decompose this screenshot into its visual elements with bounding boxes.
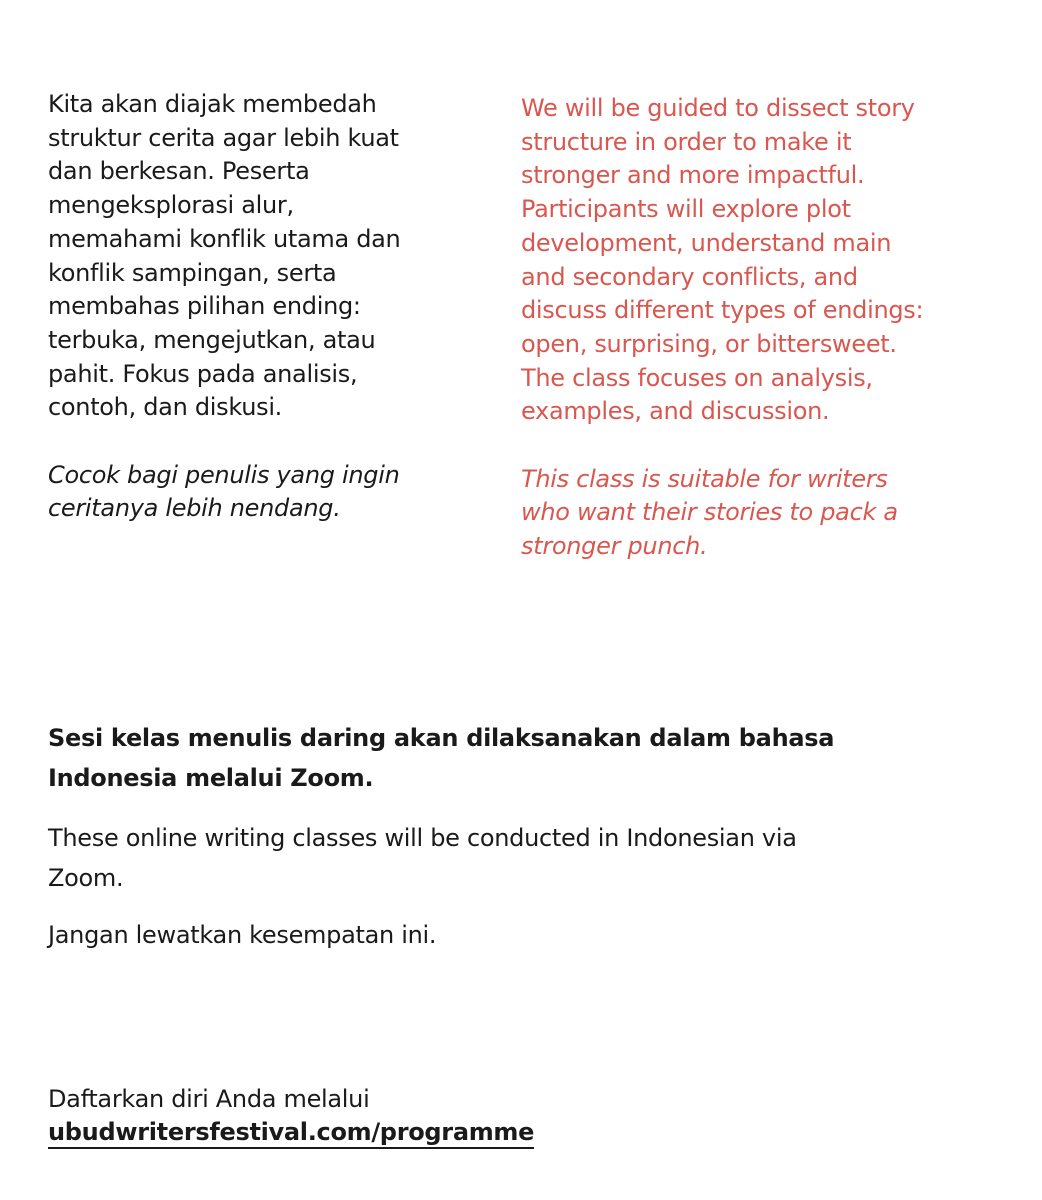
indonesian-description: Kita akan diajak membedah struktur cerita agar lebih kuat dan berkesan. Peserta mengeksplorasi alur, memahami konflik utama dan konflik sampingan, serta membahas pilihan ending: terbuka, mengejutkan, atau pahit. Fokus pada analisis, contoh, dan diskusi. xyxy=(48,90,401,422)
indonesian-audience-note: Cocok bagi penulis yang ingin ceritanya lebih nendang. xyxy=(48,460,400,523)
english-audience-note: This class is suitable for writers who want their stories to pack a stronger punch. xyxy=(521,464,898,561)
registration-prompt: Daftarkan diri Anda melalui xyxy=(48,1085,370,1113)
english-column xyxy=(521,92,1021,564)
announcement-indonesian: Sesi kelas menulis daring akan dilaksanakan dalam bahasa Indonesia melalui Zoom. xyxy=(48,724,835,792)
announcement-section xyxy=(48,718,988,955)
registration-section xyxy=(48,1083,534,1149)
indonesian-column xyxy=(48,88,488,526)
registration-link[interactable]: ubudwritersfestival.com/programme xyxy=(48,1118,534,1149)
call-to-action: Jangan lewatkan kesempatan ini. xyxy=(48,921,437,949)
english-description: We will be guided to dissect story structure in order to make it stronger and more impactful. Participants will explore plot development, understand main and secondary conflicts, and discuss different types of endings: open, surprising, or bittersweet. The class focuses on analysis, examples, and discussion. xyxy=(521,94,924,426)
announcement-english: These online writing classes will be conducted in Indonesian via Zoom. xyxy=(48,824,797,892)
